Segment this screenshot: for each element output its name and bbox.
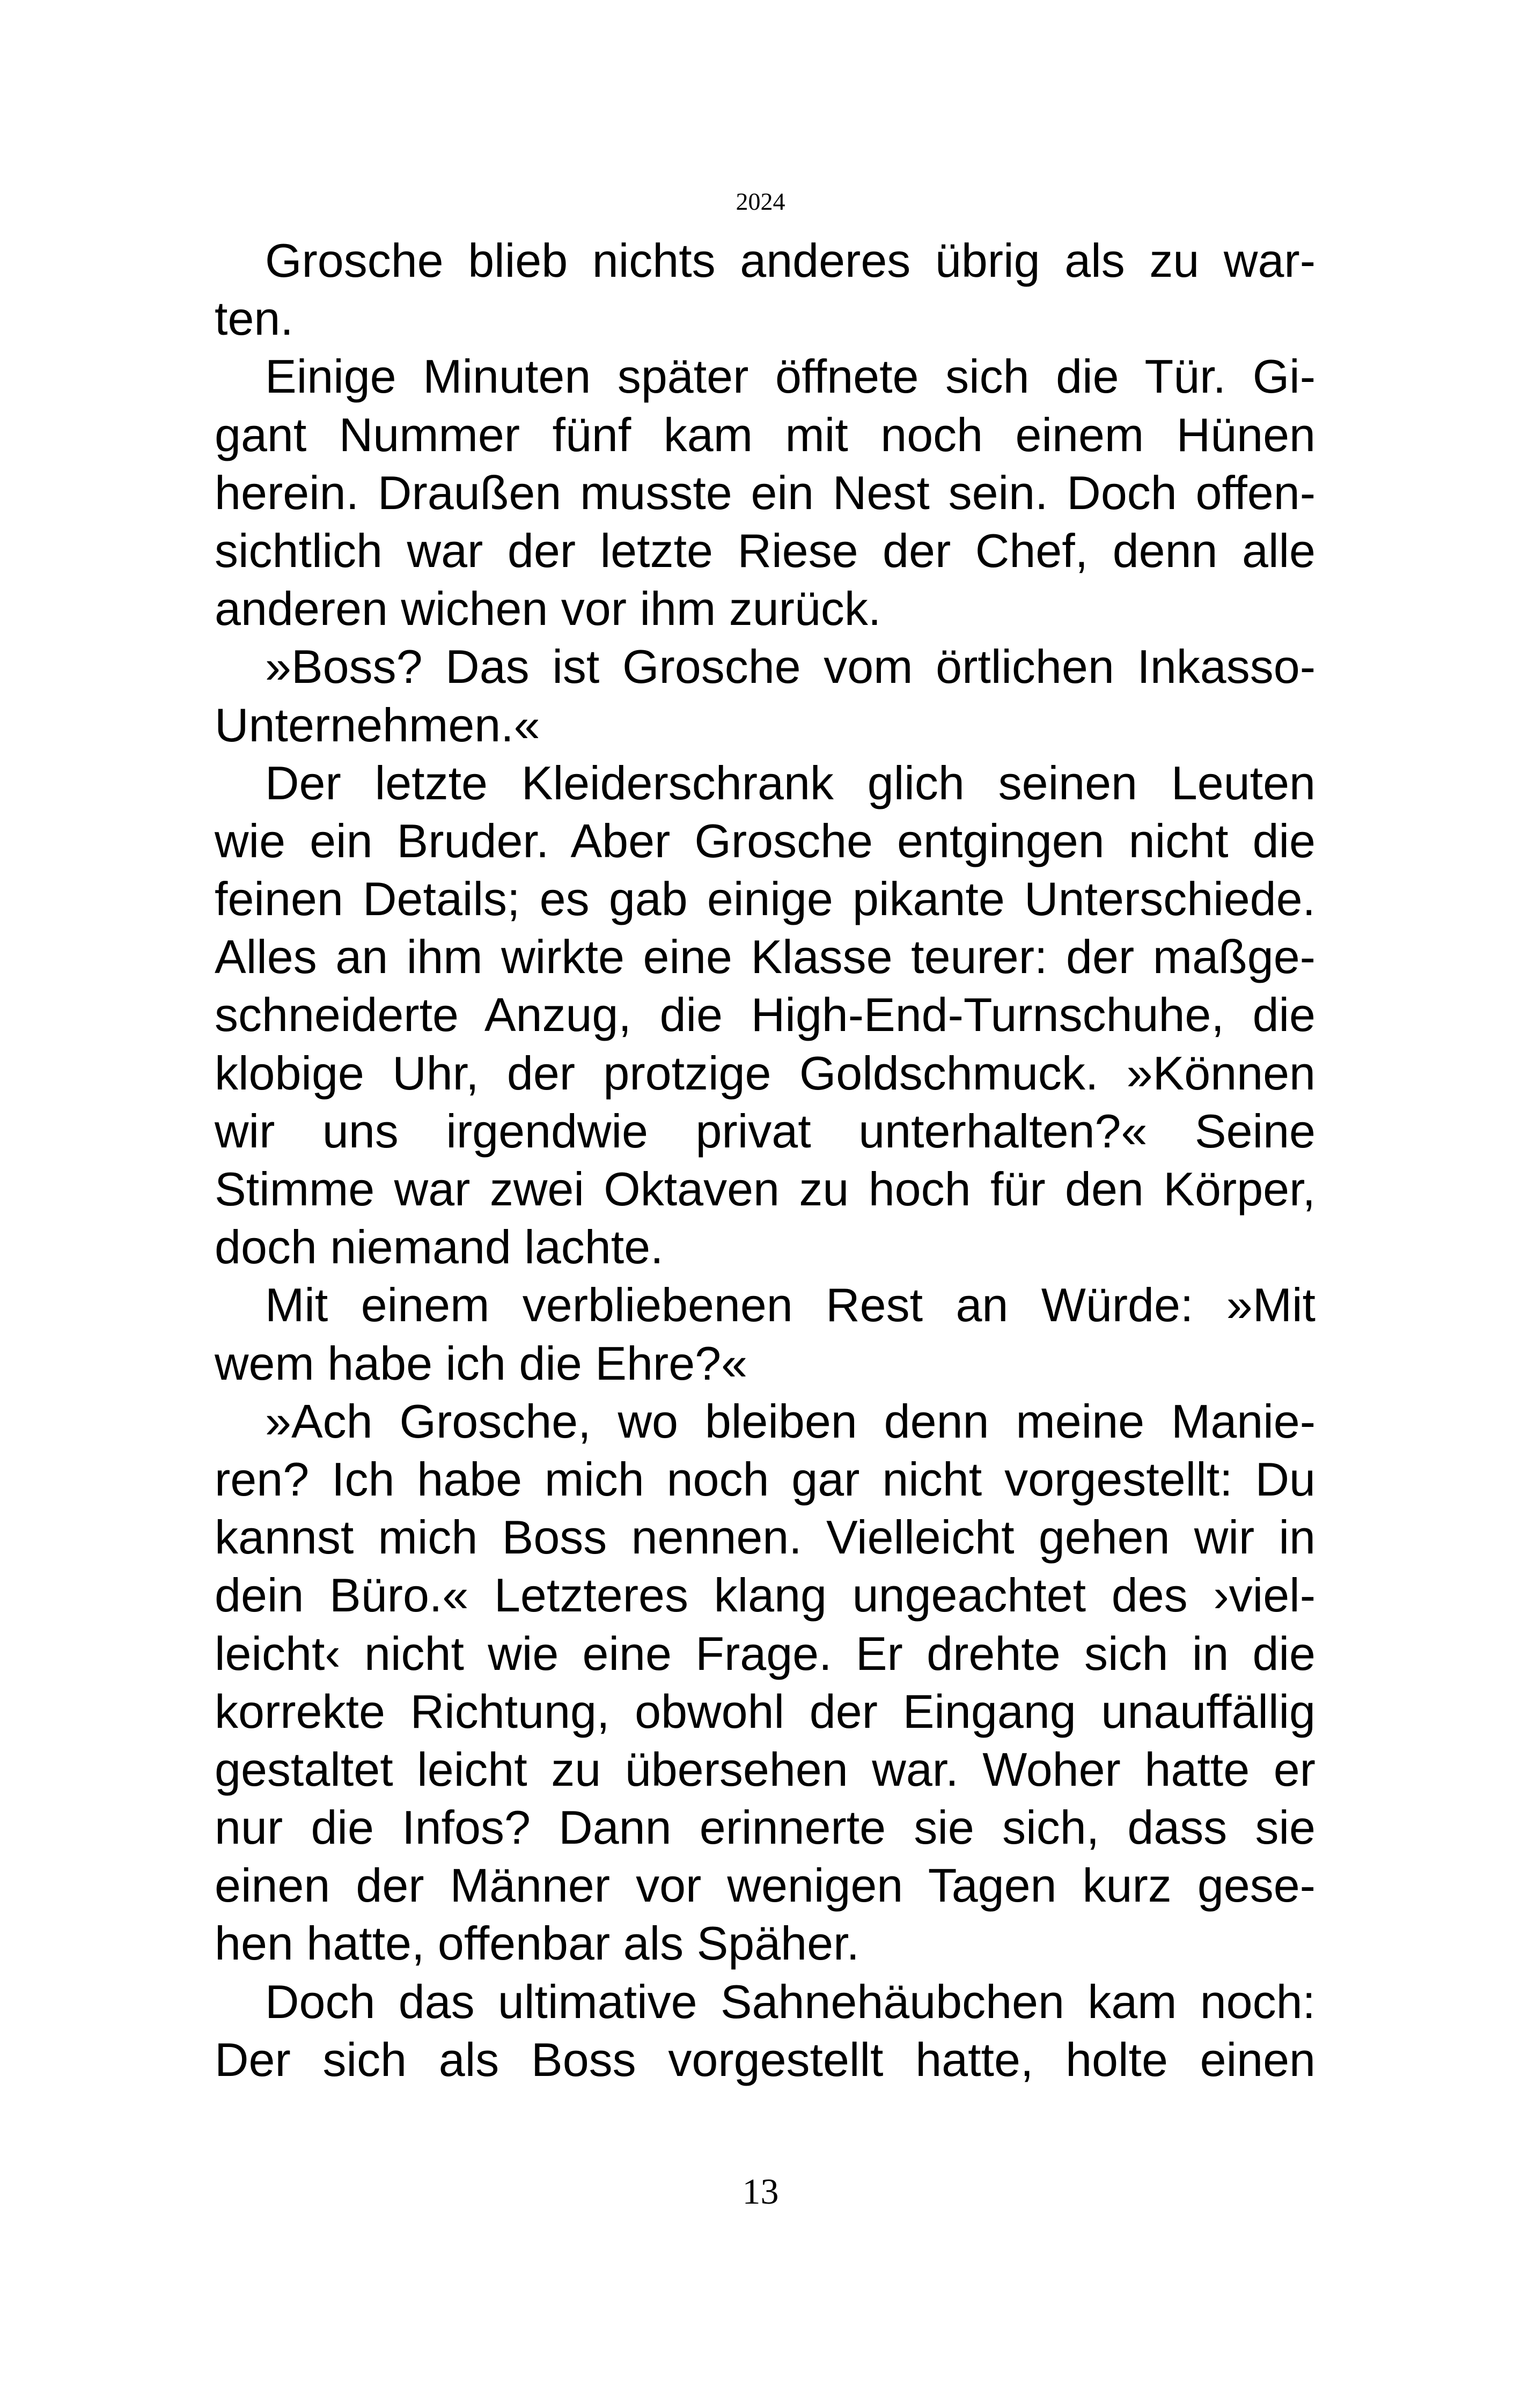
running-header-year: 2024	[736, 188, 785, 215]
text-line: klobige Uhr, der protzige Goldschmuck. »Können	[215, 1046, 1316, 1100]
text-line: korrekte Richtung, obwohl der Eingang unauffällig	[215, 1684, 1316, 1738]
text-line: »Ach Grosche, wo bleiben denn meine Manie-	[265, 1394, 1316, 1448]
text-line: Doch das ultimative Sahnehäubchen kam noch:	[265, 1975, 1316, 2028]
text-line: anderen wichen vor ihm zurück.	[215, 582, 881, 636]
text-line: nur die Infos? Dann erinnerte sie sich, dass sie	[215, 1801, 1316, 1854]
text-line: wie ein Bruder. Aber Grosche entgingen nicht die	[215, 814, 1316, 867]
text-line: kannst mich Boss nennen. Vielleicht gehen wir in	[215, 1511, 1316, 1564]
text-line: dein Büro.« Letzteres klang ungeachtet des ›viel-	[215, 1568, 1316, 1622]
text-line: einen der Männer vor wenigen Tagen kurz gese-	[215, 1859, 1316, 1912]
text-line: hen hatte, offenbar als Späher.	[215, 1917, 859, 1970]
text-line: gestaltet leicht zu übersehen war. Woher hatte er	[215, 1742, 1316, 1796]
text-line: ten.	[215, 292, 293, 345]
text-line: feinen Details; es gab einige pikante Unterschiede.	[215, 872, 1316, 926]
text-line: schneiderte Anzug, die High-End-Turnschuhe, die	[215, 988, 1316, 1042]
text-line: herein. Draußen musste ein Nest sein. Doch offen-	[215, 466, 1316, 519]
text-line: doch niemand lachte.	[215, 1220, 664, 1274]
text-line: Der letzte Kleiderschrank glich seinen Leuten	[265, 756, 1316, 809]
text-line: gant Nummer fünf kam mit noch einem Hünen	[215, 408, 1316, 461]
text-line: Unternehmen.«	[215, 698, 540, 752]
text-line: Stimme war zwei Oktaven zu hoch für den Körper,	[215, 1162, 1316, 1216]
text-line: Der sich als Boss vorgestellt hatte, holte einen	[215, 2033, 1316, 2086]
page-number: 13	[742, 2171, 779, 2212]
text-line: Einige Minuten später öffnete sich die Tür. Gi-	[265, 350, 1316, 403]
text-line: Mit einem verbliebenen Rest an Würde: »Mit	[265, 1278, 1316, 1332]
text-line: ren? Ich habe mich noch gar nicht vorgestellt: Du	[215, 1452, 1316, 1506]
text-line: Alles an ihm wirkte eine Klasse teurer: der maßge-	[215, 930, 1316, 984]
text-line: Grosche blieb nichts anderes übrig als zu war-	[265, 234, 1316, 287]
text-line: wem habe ich die Ehre?«	[215, 1336, 748, 1390]
text-line: leicht‹ nicht wie eine Frage. Er drehte sich in die	[215, 1626, 1316, 1680]
text-line: »Boss? Das ist Grosche vom örtlichen Inkasso-	[265, 640, 1316, 694]
text-line: wir uns irgendwie privat unterhalten?« Seine	[215, 1104, 1316, 1158]
text-line: sichtlich war der letzte Riese der Chef, denn alle	[215, 524, 1316, 577]
body-text	[215, 232, 1316, 2089]
